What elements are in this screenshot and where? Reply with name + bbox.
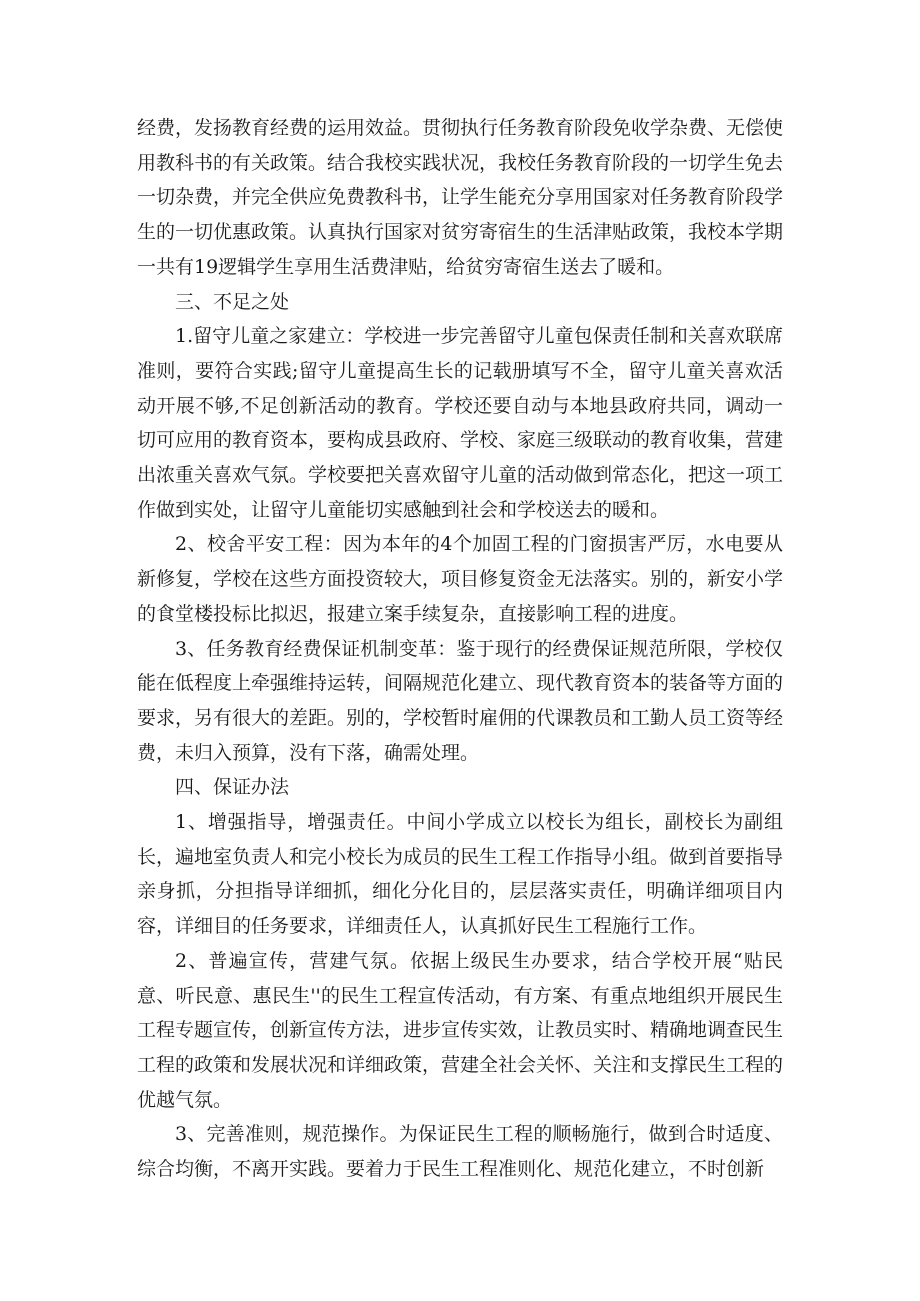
section-heading-shortcomings: 三、不足之处 <box>175 290 290 313</box>
paragraph-regulations: 3、完善准则，规范操作。为保证民生工程的顺畅施行，做到合时适度、综合均衡，不离开实践。要着力于民生工程准则化、规范化建立，不时创新 <box>137 1123 783 1181</box>
paragraph-funding-mechanism: 3、任务教育经费保证机制变革：鉴于现行的经费保证规范所限，学校仅能在低程度上牵强维持运转，间隔规范化建立、现代教育资本的装备等方面的要求，另有很大的差距。别的，学校暂时雇佣的代课教员和工勤人员工资等经费，未归入预算，没有下落，确需处理。 <box>137 637 784 764</box>
paragraph-left-behind-children: 1.留守儿童之家建立：学校进一步完善留守儿童包保责任制和关喜欢联席准则，要符合实践;留守儿童提高生长的记载册填写不全，留守儿童关喜欢活动开展不够,不足创新活动的教育。学校还要自动与本地县政府共同，调动一切可应用的教育资本，要构成县政府、学校、家庭三级联动的教育收集，营建出浓重关喜欢气氛。学校要把关喜欢留守儿童的活动做到常态化，把这一项工作做到实处，让留守儿童能切实感触到社会和学校送去的暖和。 <box>137 325 784 521</box>
paragraph-publicity: 2、普遍宣传，营建气氛。依据上级民生办要求，结合学校开展“贴民意、听民意、惠民生''的民生工程宣传活动，有方案、有重点地组织开展民生工程专题宣传，创新宣传方法，进步宣传实效，让教员实时、精确地调查民生工程的政策和发展状况和详细政策，营建全社会关怀、关注和支撑民生工程的优越气氛。 <box>137 949 784 1111</box>
section-heading-measures: 四、保证办法 <box>175 776 290 799</box>
paragraph-continued: 经费，发扬教育经费的运用效益。贯彻执行任务教育阶段免收学杂费、无偿使用教科书的有关政策。结合我校实践状况，我校任务教育阶段的一切学生免去一切杂费，并完全供应免费教科书，让学生能充分享用国家对任务教育阶段学生的一切优惠政策。认真执行国家对贫穷寄宿生的生活津贴政策，我校本学期一共有19逻辑学生享用生活费津贴，给贫穷寄宿生送去了暖和。 <box>137 117 784 278</box>
paragraph-school-safety: 2、校舍平安工程：因为本年的4个加固工程的门窗损害严厉，水电要从新修复，学校在这些方面投资较大，项目修复资金无法落实。别的，新安小学的食堂楼投标比拟迟，报建立案手续复杂，直接影响工程的进度。 <box>137 533 784 625</box>
paragraph-leadership: 1、增强指导，增强责任。中间小学成立以校长为组长，副校长为副组长，遍地室负责人和完小校长为成员的民生工程工作指导小组。做到首要指导亲身抓，分担指导详细抓，细化分化目的，层层落实责任，明确详细项目内容，详细目的任务要求，详细责任人，认真抓好民生工程施行工作。 <box>137 811 784 938</box>
